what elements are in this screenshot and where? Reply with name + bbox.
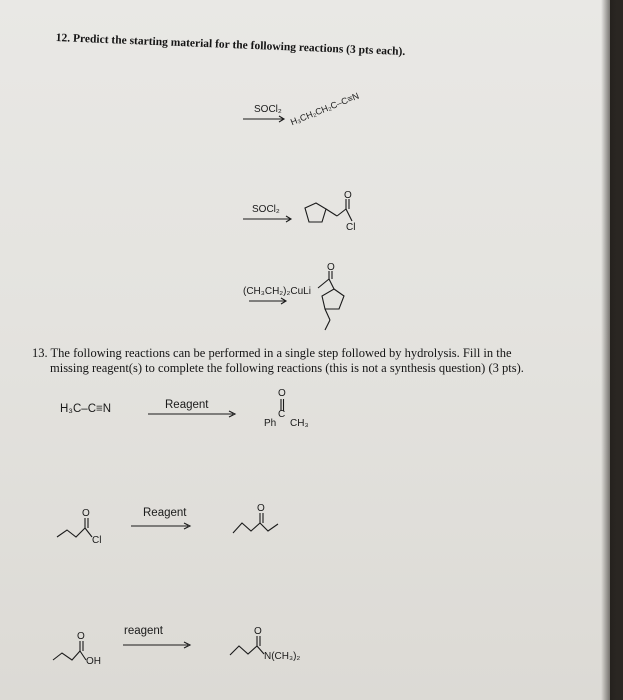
question-13-prompt-line1: 13. The following reactions can be performed in a single step followed by hydrolysis. Fill in the xyxy=(32,346,512,360)
q13-r1-product-phenyl: Ph xyxy=(264,418,277,429)
q13-r1-product-carbon: C xyxy=(278,409,286,420)
q13-r2-start-chlorine: Cl xyxy=(92,535,102,546)
q12-r2-product-oxygen: O xyxy=(344,190,352,201)
q13-r1-start: H₃C–C≡N xyxy=(60,403,112,415)
q13-r3-product-amine: N(CH₃)₂ xyxy=(264,651,301,662)
q12-r3-product-oxygen: O xyxy=(327,262,335,273)
q13-r2-start-oxygen: O xyxy=(82,508,90,519)
q12-r3-cyclopentane xyxy=(322,289,344,309)
q13-r1-reagent-blank: Reagent xyxy=(165,399,209,411)
q12-r2-reagent: SOCl₂ xyxy=(252,204,280,215)
q13-r2-product-oxygen: O xyxy=(257,503,265,514)
q13-r3-reagent-blank: reagent xyxy=(124,625,164,637)
q13-r2-reagent-blank: Reagent xyxy=(143,507,187,519)
q13-r3-product-chain xyxy=(230,646,257,655)
q12-r1-product: H₃CH₂CH₂C–C≡N xyxy=(289,90,361,128)
q13-r3-product-oxygen: O xyxy=(254,626,262,637)
q13-r1-product-oxygen: O xyxy=(278,388,286,399)
q12-r2-cyclopentane xyxy=(305,203,326,222)
q13-r2-start-chain xyxy=(57,528,85,537)
q12-r3-reagent: (CH₃CH₂)₂CuLi xyxy=(243,286,311,297)
question-13-prompt-line2: missing reagent(s) to complete the following reactions (this is not a synthesis question) (3 pts). xyxy=(50,361,524,375)
q13-r2-product-chain xyxy=(233,523,278,533)
question-12-prompt: 12. Predict the starting material for the following reactions (3 pts each). xyxy=(55,32,406,59)
q13-r3-start-hydroxyl: OH xyxy=(86,656,101,667)
q12-r1-reagent: SOCl₂ xyxy=(254,104,282,115)
q13-r3-start-oxygen: O xyxy=(77,631,85,642)
q12-r2-product-chlorine: Cl xyxy=(346,222,356,233)
q13-r1-product-methyl: CH₃ xyxy=(290,418,309,429)
q13-r3-start-chain xyxy=(53,651,80,660)
